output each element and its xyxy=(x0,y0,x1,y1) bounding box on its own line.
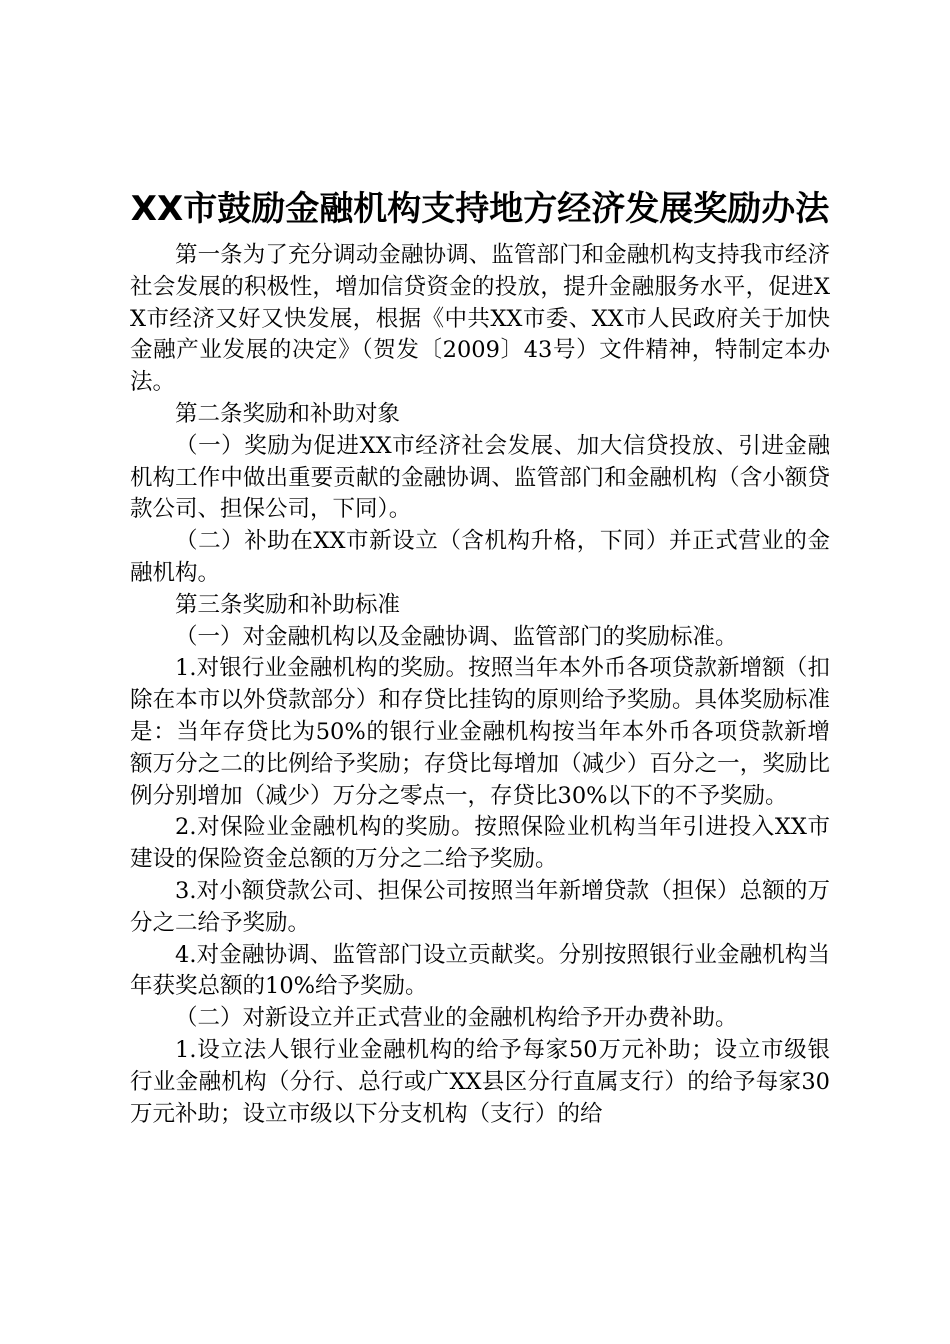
article-3-item-2: 2.对保险业金融机构的奖励。按照保险业机构当年引进投入XX市建设的保险资金总额的万分之二给予奖励。 xyxy=(130,814,830,873)
article-3-section-2-item-1: 1.设立法人银行业金融机构的给予每家50万元补助；设立市级银行业金融机构（分行、总行或广XX县区分行直属支行）的给予每家30万元补助；设立市级以下分支机构（支行）的给 xyxy=(130,1036,830,1127)
article-3-heading: 第三条奖励和补助标准 xyxy=(175,591,401,618)
document-page xyxy=(130,180,830,1130)
article-2-item-2: （二）补助在XX市新设立（含机构升格，下同）并正式营业的金融机构。 xyxy=(130,528,830,586)
article-3-item-1: 1.对银行业金融机构的奖励。按照当年本外币各项贷款新增额（扣除在本市以外贷款部分）和存贷比挂钩的原则给予奖励。具体奖励标准是：当年存贷比为50%的银行业金融机构按当年本外币各项贷款新增额万分之二的比例给予奖励；存贷比每增加（减少）百分之一，奖励比例分别增加（减少）万分之零点一，存贷比30%以下的不予奖励。 xyxy=(130,655,830,809)
article-3-section-2: （二）对新设立并正式营业的金融机构给予开办费补助。 xyxy=(175,1005,738,1032)
article-1-paragraph: 第一条为了充分调动金融协调、监管部门和金融机构支持我市经济社会发展的积极性，增加信贷资金的投放，提升金融服务水平，促进XX市经济又好又快发展，根据《中共XX市委、XX市人民政府关于加快金融产业发展的决定》（贺发〔2009〕43号）文件精神，特制定本办法。 xyxy=(130,242,830,396)
article-3-section-1: （一）对金融机构以及金融协调、监管部门的奖励标准。 xyxy=(175,623,738,650)
article-3-item-3: 3.对小额贷款公司、担保公司按照当年新增贷款（担保）总额的万分之二给予奖励。 xyxy=(130,877,830,936)
article-3-item-4: 4.对金融协调、监管部门设立贡献奖。分别按照银行业金融机构当年获奖总额的10%给予奖励。 xyxy=(130,941,830,1000)
document-title: XX市鼓励金融机构支持地方经济发展奖励办法 xyxy=(130,189,830,229)
article-2-heading: 第二条奖励和补助对象 xyxy=(175,400,401,427)
article-2-item-1: （一）奖励为促进XX市经济社会发展、加大信贷投放、引进金融机构工作中做出重要贡献的金融协调、监管部门和金融机构（含小额贷款公司、担保公司，下同）。 xyxy=(130,432,830,523)
